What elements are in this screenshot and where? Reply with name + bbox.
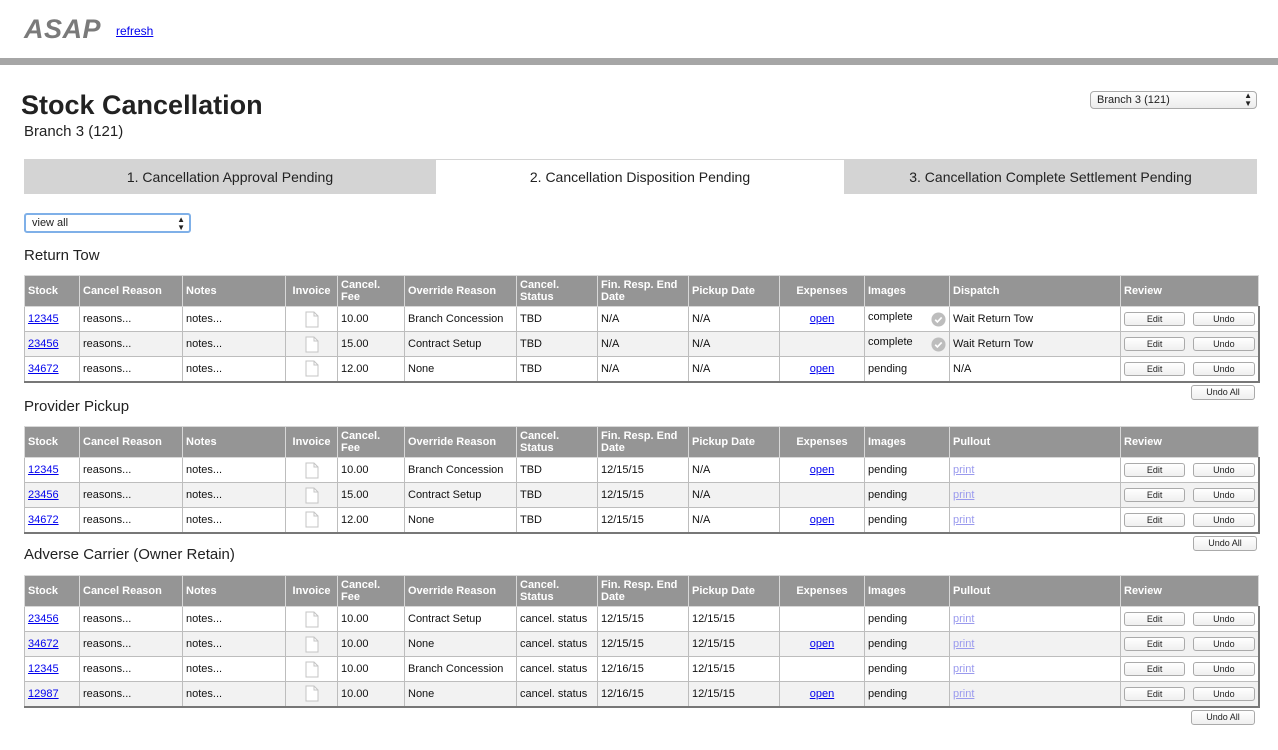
cell-cancel-reason: reasons... xyxy=(80,657,183,682)
cell-notes: notes... xyxy=(183,357,286,382)
cell-invoice xyxy=(286,357,338,382)
table-row xyxy=(25,508,1259,533)
cell-pullout xyxy=(950,657,1121,682)
images-status: pending xyxy=(868,663,908,675)
column-header-expenses: Expenses xyxy=(780,276,865,307)
cell-cancel-reason: reasons... xyxy=(80,508,183,533)
cell-notes: notes... xyxy=(183,657,286,682)
edit-button[interactable]: Edit xyxy=(1124,612,1185,626)
cell-invoice xyxy=(286,332,338,357)
cell-cancel-status: TBD xyxy=(517,483,598,508)
column-header-cancel-reason: Cancel Reason xyxy=(80,576,183,607)
edit-button[interactable]: Edit xyxy=(1124,662,1185,676)
cell-review xyxy=(1121,632,1259,657)
cell-images xyxy=(865,508,950,533)
workflow-tabs xyxy=(24,159,1257,194)
document-icon[interactable] xyxy=(305,360,319,377)
column-header-notes: Notes xyxy=(183,576,286,607)
table-row xyxy=(25,332,1259,357)
cell-dispatch xyxy=(950,357,1121,382)
cell-images xyxy=(865,682,950,707)
column-header-col12: Dispatch xyxy=(950,276,1121,307)
edit-button[interactable]: Edit xyxy=(1124,513,1185,527)
cell-cancel-status: TBD xyxy=(517,357,598,382)
edit-button[interactable]: Edit xyxy=(1124,488,1185,502)
expenses-open-link[interactable]: open xyxy=(809,313,835,325)
cell-fin-resp-end-date: N/A xyxy=(598,357,689,382)
cell-review xyxy=(1121,508,1259,533)
page-title: Stock Cancellation xyxy=(21,90,263,120)
cell-invoice xyxy=(286,607,338,632)
edit-button[interactable]: Edit xyxy=(1124,637,1185,651)
cell-notes: notes... xyxy=(183,632,286,657)
images-status: pending xyxy=(868,687,908,700)
cell-stock xyxy=(25,307,80,332)
cell-cancel-status: TBD xyxy=(517,307,598,332)
tab-disposition-pending[interactable]: 2. Cancellation Disposition Pending xyxy=(436,159,844,194)
cell-review xyxy=(1121,458,1259,483)
column-header-images: Images xyxy=(865,427,950,458)
cell-review xyxy=(1121,307,1259,332)
cell-fin-resp-end-date: N/A xyxy=(598,332,689,357)
stock-link[interactable]: 12345 xyxy=(28,464,59,476)
cell-pullout xyxy=(950,632,1121,657)
images-status: pending xyxy=(868,613,908,625)
column-header-fin-resp-end-date: Fin. Resp. End Date xyxy=(598,576,689,607)
edit-button[interactable]: Edit xyxy=(1124,687,1185,701)
column-header-cancel-reason: Cancel Reason xyxy=(80,427,183,458)
adverse-carrier-table xyxy=(24,575,1260,708)
cell-images xyxy=(865,332,950,357)
cell-pickup-date: N/A xyxy=(689,458,780,483)
cell-pickup-date: 12/15/15 xyxy=(689,657,780,682)
cell-cancel-fee: 10.00 xyxy=(338,657,405,682)
cell-pickup-date: N/A xyxy=(689,508,780,533)
cell-expenses xyxy=(780,307,865,332)
cell-images xyxy=(865,307,950,332)
column-header-expenses: Expenses xyxy=(780,576,865,607)
cell-fin-resp-end-date: 12/16/15 xyxy=(598,657,689,682)
view-filter-select[interactable] xyxy=(24,213,191,233)
edit-button[interactable]: Edit xyxy=(1124,312,1185,326)
cell-cancel-status: TBD xyxy=(517,332,598,357)
column-header-override-reason: Override Reason xyxy=(405,576,517,607)
cell-fin-resp-end-date: 12/15/15 xyxy=(598,458,689,483)
select-arrows-icon: ▲ ▼ xyxy=(177,215,185,232)
cell-expenses xyxy=(780,458,865,483)
tab-approval-pending[interactable]: 1. Cancellation Approval Pending xyxy=(24,159,436,194)
table-row xyxy=(25,607,1259,632)
column-header-cancel-status: Cancel. Status xyxy=(517,576,598,607)
document-icon[interactable] xyxy=(305,611,319,628)
cell-stock xyxy=(25,483,80,508)
table-header-row xyxy=(25,576,1259,607)
review-buttons xyxy=(1124,362,1255,376)
cell-cancel-fee: 15.00 xyxy=(338,483,405,508)
column-header-invoice: Invoice xyxy=(286,576,338,607)
cell-cancel-reason: reasons... xyxy=(80,483,183,508)
undo-button[interactable]: Undo xyxy=(1193,488,1254,502)
stock-link[interactable]: 23456 xyxy=(28,489,59,501)
cell-invoice xyxy=(286,483,338,508)
column-header-notes: Notes xyxy=(183,276,286,307)
section-title-adverse-carrier: Adverse Carrier (Owner Retain) xyxy=(24,546,235,563)
column-header-pickup-date: Pickup Date xyxy=(689,427,780,458)
edit-button[interactable]: Edit xyxy=(1124,337,1185,351)
column-header-expenses: Expenses xyxy=(780,427,865,458)
cell-pickup-date: N/A xyxy=(689,307,780,332)
column-header-cancel-fee: Cancel. Fee xyxy=(338,276,405,307)
cell-stock xyxy=(25,632,80,657)
stock-link[interactable]: 12987 xyxy=(28,687,59,700)
column-header-fin-resp-end-date: Fin. Resp. End Date xyxy=(598,427,689,458)
cell-invoice xyxy=(286,307,338,332)
cell-stock xyxy=(25,657,80,682)
cell-pullout xyxy=(950,508,1121,533)
cell-pickup-date: 12/15/15 xyxy=(689,607,780,632)
provider-pickup-table xyxy=(24,426,1260,534)
table-row xyxy=(25,657,1259,682)
column-header-col12: Pullout xyxy=(950,427,1121,458)
cell-pickup-date: N/A xyxy=(689,483,780,508)
cell-invoice xyxy=(286,632,338,657)
cell-stock xyxy=(25,357,80,382)
cell-override-reason: Branch Concession xyxy=(405,657,517,682)
review-buttons xyxy=(1124,687,1255,701)
cell-cancel-reason: reasons... xyxy=(80,357,183,382)
cell-override-reason: None xyxy=(405,357,517,382)
undo-button[interactable]: Undo xyxy=(1193,662,1254,676)
document-icon[interactable] xyxy=(305,487,319,504)
review-buttons xyxy=(1124,337,1255,351)
cell-cancel-reason: reasons... xyxy=(80,607,183,632)
cell-cancel-fee: 12.00 xyxy=(338,508,405,533)
cell-pullout xyxy=(950,458,1121,483)
pullout-print-link[interactable]: print xyxy=(953,513,975,526)
cell-images xyxy=(865,483,950,508)
document-icon[interactable] xyxy=(305,311,319,328)
pullout-print-link[interactable]: print xyxy=(953,663,975,675)
cell-review xyxy=(1121,332,1259,357)
cell-pickup-date: 12/15/15 xyxy=(689,632,780,657)
cell-override-reason: Contract Setup xyxy=(405,483,517,508)
review-buttons xyxy=(1124,488,1255,502)
cell-fin-resp-end-date: N/A xyxy=(598,307,689,332)
review-buttons xyxy=(1124,637,1255,651)
review-buttons xyxy=(1124,463,1255,477)
column-header-cancel-fee: Cancel. Fee xyxy=(338,576,405,607)
expenses-open-link[interactable]: open xyxy=(809,638,835,650)
cell-override-reason: None xyxy=(405,632,517,657)
review-buttons xyxy=(1124,513,1255,527)
images-status: pending xyxy=(868,489,908,501)
cell-pullout xyxy=(950,483,1121,508)
dispatch-status: Wait Return Tow xyxy=(953,313,1034,325)
images-status: pending xyxy=(868,513,908,526)
column-header-fin-resp-end-date: Fin. Resp. End Date xyxy=(598,276,689,307)
expenses-open-link[interactable]: open xyxy=(809,362,835,375)
cell-expenses xyxy=(780,483,865,508)
edit-button[interactable]: Edit xyxy=(1124,463,1185,477)
checkmark-circle-icon xyxy=(931,337,946,352)
cell-stock xyxy=(25,607,80,632)
column-header-images: Images xyxy=(865,276,950,307)
cell-override-reason: Contract Setup xyxy=(405,332,517,357)
stock-link[interactable]: 34672 xyxy=(28,513,59,526)
table-header-row xyxy=(25,276,1259,307)
cell-expenses xyxy=(780,682,865,707)
column-header-stock: Stock xyxy=(25,427,80,458)
column-header-notes: Notes xyxy=(183,427,286,458)
column-header-invoice: Invoice xyxy=(286,276,338,307)
cell-expenses xyxy=(780,607,865,632)
column-header-images: Images xyxy=(865,576,950,607)
cell-notes: notes... xyxy=(183,332,286,357)
undo-button[interactable]: Undo xyxy=(1193,513,1254,527)
cell-review xyxy=(1121,483,1259,508)
undo-all-button[interactable]: Undo All xyxy=(1191,710,1255,725)
undo-button[interactable]: Undo xyxy=(1193,637,1254,651)
cell-fin-resp-end-date: 12/16/15 xyxy=(598,682,689,707)
table-row xyxy=(25,357,1259,382)
pullout-print-link[interactable]: print xyxy=(953,687,975,700)
dispatch-status: Wait Return Tow xyxy=(953,338,1034,350)
cell-cancel-fee: 15.00 xyxy=(338,332,405,357)
undo-button[interactable]: Undo xyxy=(1193,612,1254,626)
document-icon[interactable] xyxy=(305,661,319,678)
column-header-review: Review xyxy=(1121,276,1259,307)
cell-cancel-fee: 10.00 xyxy=(338,607,405,632)
cell-review xyxy=(1121,682,1259,707)
cell-override-reason: Branch Concession xyxy=(405,307,517,332)
cell-review xyxy=(1121,657,1259,682)
cell-images xyxy=(865,607,950,632)
column-header-cancel-status: Cancel. Status xyxy=(517,427,598,458)
column-header-invoice: Invoice xyxy=(286,427,338,458)
column-header-pickup-date: Pickup Date xyxy=(689,276,780,307)
tab-settlement-pending[interactable]: 3. Cancellation Complete Settlement Pending xyxy=(844,159,1257,194)
cell-fin-resp-end-date: 12/15/15 xyxy=(598,508,689,533)
undo-all-button[interactable]: Undo All xyxy=(1193,536,1257,551)
cell-dispatch xyxy=(950,332,1121,357)
undo-button[interactable]: Undo xyxy=(1193,312,1254,326)
cell-notes: notes... xyxy=(183,508,286,533)
cell-cancel-fee: 10.00 xyxy=(338,632,405,657)
cell-invoice xyxy=(286,508,338,533)
pullout-print-link[interactable]: print xyxy=(953,489,975,501)
cell-pickup-date: N/A xyxy=(689,332,780,357)
stock-link[interactable]: 23456 xyxy=(28,613,59,625)
stock-link[interactable]: 23456 xyxy=(28,338,59,350)
cell-cancel-fee: 12.00 xyxy=(338,357,405,382)
dispatch-status: N/A xyxy=(953,362,972,375)
cell-cancel-status: cancel. status xyxy=(517,657,598,682)
refresh-link[interactable]: refresh xyxy=(116,24,154,38)
cell-fin-resp-end-date: 12/15/15 xyxy=(598,632,689,657)
table-row xyxy=(25,682,1259,707)
table-row xyxy=(25,307,1259,332)
cell-fin-resp-end-date: 12/15/15 xyxy=(598,607,689,632)
document-icon[interactable] xyxy=(305,636,319,653)
branch-subtitle: Branch 3 (121) xyxy=(24,123,124,140)
cell-override-reason: None xyxy=(405,508,517,533)
cell-override-reason: None xyxy=(405,682,517,707)
cell-invoice xyxy=(286,458,338,483)
cell-stock xyxy=(25,458,80,483)
cell-cancel-fee: 10.00 xyxy=(338,682,405,707)
document-icon[interactable] xyxy=(305,462,319,479)
cell-notes: notes... xyxy=(183,307,286,332)
cell-cancel-status: cancel. status xyxy=(517,632,598,657)
column-header-stock: Stock xyxy=(25,276,80,307)
cell-expenses xyxy=(780,332,865,357)
cell-cancel-reason: reasons... xyxy=(80,632,183,657)
cell-dispatch xyxy=(950,307,1121,332)
cell-images xyxy=(865,458,950,483)
section-title-return-tow: Return Tow xyxy=(24,247,100,264)
column-header-stock: Stock xyxy=(25,576,80,607)
cell-fin-resp-end-date: 12/15/15 xyxy=(598,483,689,508)
branch-select-value: Branch 3 (121) xyxy=(1097,94,1170,106)
review-buttons xyxy=(1124,662,1255,676)
cell-override-reason: Branch Concession xyxy=(405,458,517,483)
images-status: pending xyxy=(868,362,908,375)
table-row xyxy=(25,483,1259,508)
edit-button[interactable]: Edit xyxy=(1124,362,1185,376)
review-buttons xyxy=(1124,312,1255,326)
stock-link[interactable]: 34672 xyxy=(28,638,59,650)
select-arrows-icon: ▲ ▼ xyxy=(1244,91,1252,108)
images-status: pending xyxy=(868,464,908,476)
cell-cancel-status: cancel. status xyxy=(517,607,598,632)
cell-images xyxy=(865,357,950,382)
cell-cancel-reason: reasons... xyxy=(80,682,183,707)
pullout-print-link[interactable]: print xyxy=(953,638,975,650)
table-header-row xyxy=(25,427,1259,458)
cell-review xyxy=(1121,357,1259,382)
column-header-cancel-status: Cancel. Status xyxy=(517,276,598,307)
table-row xyxy=(25,458,1259,483)
cell-invoice xyxy=(286,682,338,707)
branch-select[interactable] xyxy=(1090,91,1257,109)
cell-review xyxy=(1121,607,1259,632)
checkmark-circle-icon xyxy=(931,312,946,327)
stock-link[interactable]: 34672 xyxy=(28,362,59,375)
column-header-review: Review xyxy=(1121,427,1259,458)
cell-expenses xyxy=(780,508,865,533)
view-filter-value: view all xyxy=(32,217,69,229)
section-title-provider-pickup: Provider Pickup xyxy=(24,398,130,415)
stock-link[interactable]: 12345 xyxy=(28,663,59,675)
pullout-print-link[interactable]: print xyxy=(953,613,975,625)
app-header xyxy=(0,0,1278,58)
cell-stock xyxy=(25,682,80,707)
document-icon[interactable] xyxy=(305,685,319,702)
undo-button[interactable]: Undo xyxy=(1193,337,1254,351)
return-tow-table xyxy=(24,275,1260,383)
column-header-cancel-reason: Cancel Reason xyxy=(80,276,183,307)
column-header-col12: Pullout xyxy=(950,576,1121,607)
column-header-review: Review xyxy=(1121,576,1259,607)
cell-images xyxy=(865,657,950,682)
cell-cancel-status: cancel. status xyxy=(517,682,598,707)
expenses-open-link[interactable]: open xyxy=(809,687,835,700)
cell-expenses xyxy=(780,657,865,682)
column-header-override-reason: Override Reason xyxy=(405,276,517,307)
review-buttons xyxy=(1124,612,1255,626)
cell-stock xyxy=(25,508,80,533)
cell-expenses xyxy=(780,632,865,657)
images-status: complete xyxy=(868,311,913,323)
column-header-cancel-fee: Cancel. Fee xyxy=(338,427,405,458)
cell-cancel-reason: reasons... xyxy=(80,458,183,483)
cell-pullout xyxy=(950,607,1121,632)
cell-pickup-date: N/A xyxy=(689,357,780,382)
cell-notes: notes... xyxy=(183,682,286,707)
undo-button[interactable]: Undo xyxy=(1193,362,1254,376)
column-header-override-reason: Override Reason xyxy=(405,427,517,458)
header-divider xyxy=(0,58,1278,65)
images-status: complete xyxy=(868,336,913,348)
cell-expenses xyxy=(780,357,865,382)
table-row xyxy=(25,632,1259,657)
document-icon[interactable] xyxy=(305,336,319,353)
expenses-open-link[interactable]: open xyxy=(809,513,835,526)
document-icon[interactable] xyxy=(305,511,319,528)
cell-notes: notes... xyxy=(183,607,286,632)
cell-notes: notes... xyxy=(183,483,286,508)
undo-button[interactable]: Undo xyxy=(1193,463,1254,477)
cell-invoice xyxy=(286,657,338,682)
cell-pickup-date: 12/15/15 xyxy=(689,682,780,707)
cell-override-reason: Contract Setup xyxy=(405,607,517,632)
cell-cancel-status: TBD xyxy=(517,458,598,483)
cell-images xyxy=(865,632,950,657)
undo-all-button[interactable]: Undo All xyxy=(1191,385,1255,400)
column-header-pickup-date: Pickup Date xyxy=(689,576,780,607)
pullout-print-link[interactable]: print xyxy=(953,464,975,476)
cell-stock xyxy=(25,332,80,357)
cell-notes: notes... xyxy=(183,458,286,483)
app-logo: ASAP xyxy=(24,14,102,44)
expenses-open-link[interactable]: open xyxy=(809,464,835,476)
cell-cancel-reason: reasons... xyxy=(80,307,183,332)
stock-link[interactable]: 12345 xyxy=(28,313,59,325)
undo-button[interactable]: Undo xyxy=(1193,687,1254,701)
cell-cancel-status: TBD xyxy=(517,508,598,533)
cell-pullout xyxy=(950,682,1121,707)
cell-cancel-fee: 10.00 xyxy=(338,307,405,332)
cell-cancel-fee: 10.00 xyxy=(338,458,405,483)
images-status: pending xyxy=(868,638,908,650)
cell-cancel-reason: reasons... xyxy=(80,332,183,357)
